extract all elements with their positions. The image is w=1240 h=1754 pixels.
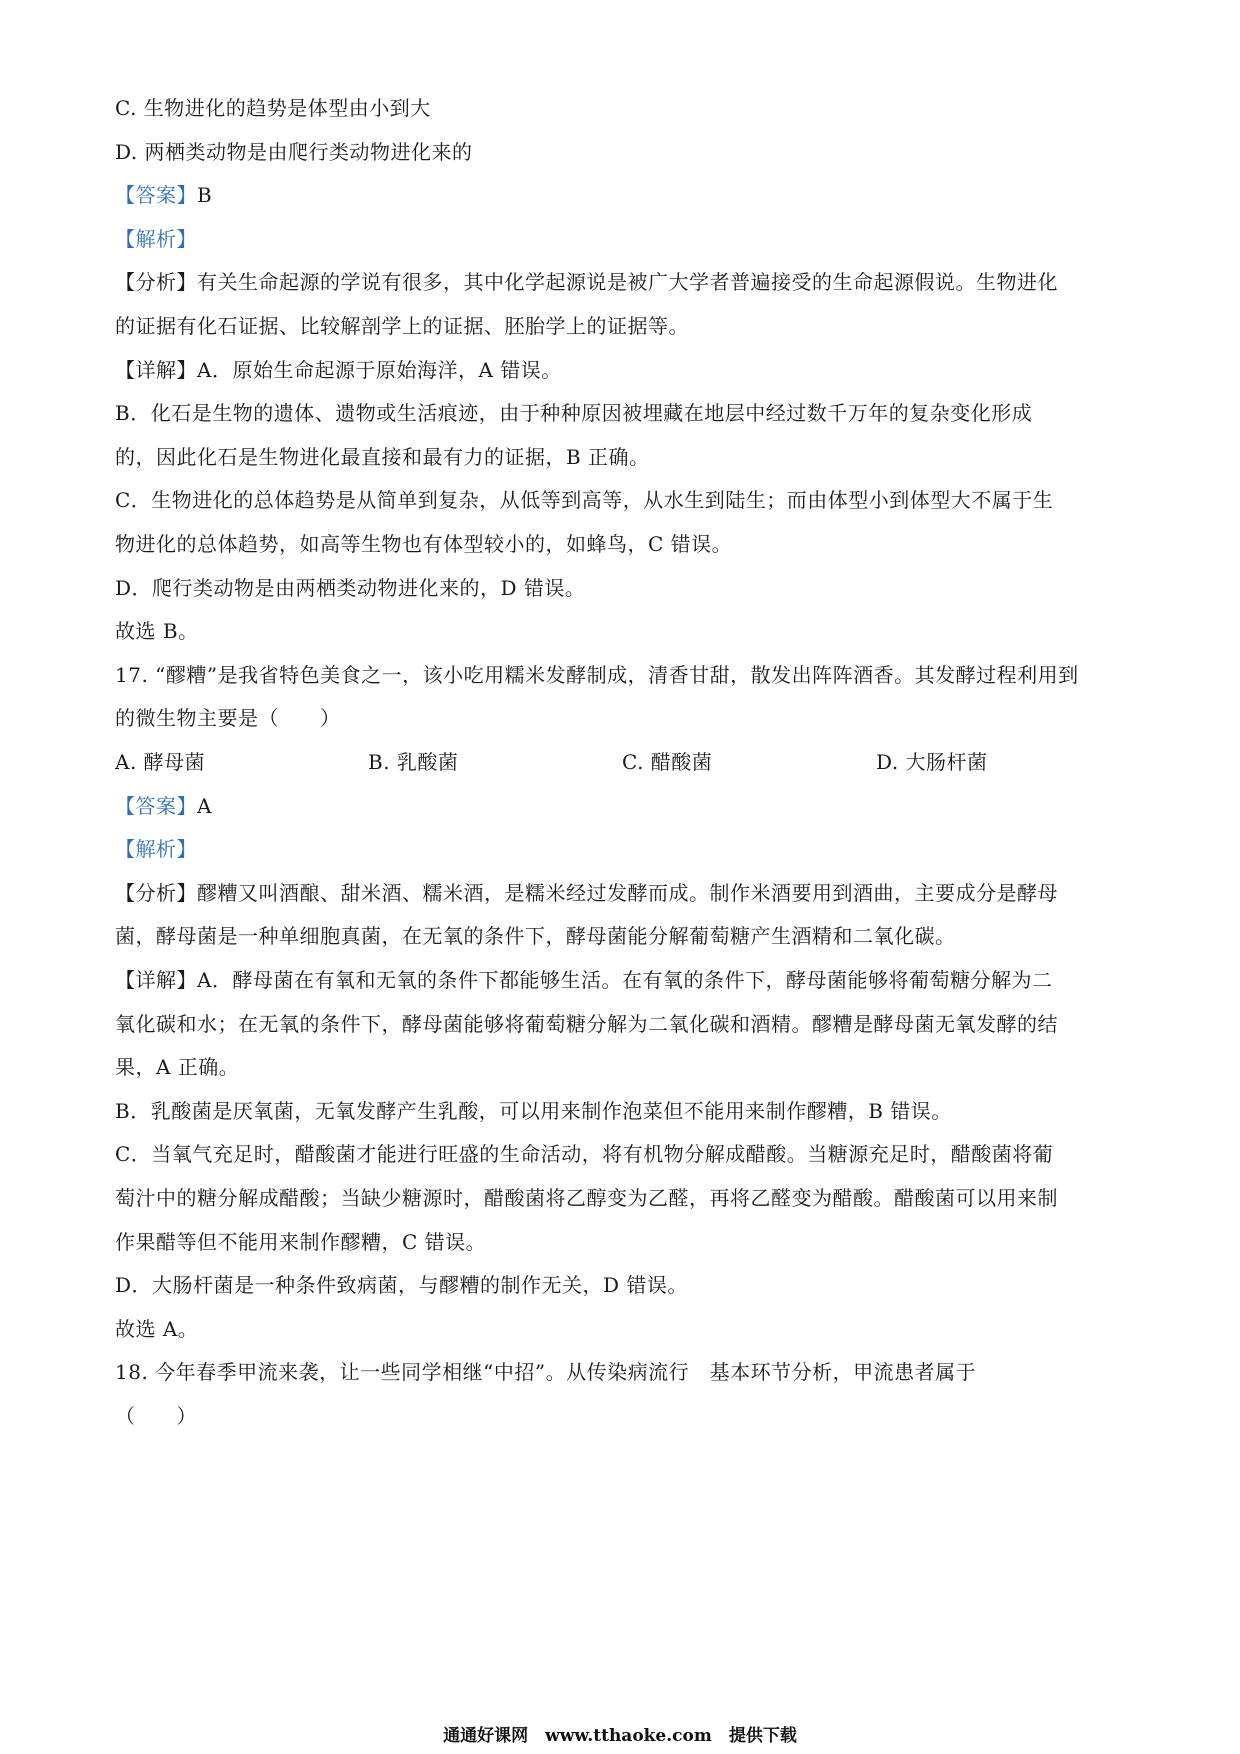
detail-text: B．乳酸菌是厌氧菌，无氧发酵产生乳酸，可以用来制作泡菜但不能用来制作醪糟，B 错误。	[115, 1099, 952, 1123]
option-c-line: C. 生物进化的趋势是体型由小到大	[115, 96, 431, 120]
option-d-line: D. 两栖类动物是由爬行类动物进化来的	[115, 140, 473, 164]
answer-value: B	[197, 183, 213, 207]
option-d: D. 大肠杆菌	[876, 750, 988, 774]
answer-line-q16	[115, 181, 212, 209]
conclusion-text: 故选 A。	[115, 1317, 199, 1341]
option-b: B. 乳酸菌	[368, 750, 459, 774]
detail-text: C．生物进化的总体趋势是从简单到复杂，从低等到高等，从水生到陆生；而由体型小到体型大不属于生	[115, 488, 1054, 512]
answer-tag: 【答案】	[115, 794, 197, 818]
conclusion-text: 故选 B。	[115, 619, 199, 643]
detail-text: 果，A 正确。	[115, 1055, 240, 1079]
analysis-text: 菌，酵母菌是一种单细胞真菌，在无氧的条件下，酵母菌能分解葡萄糖产生酒精和二氧化碳。	[115, 924, 956, 948]
analysis-tag-q16: 【解析】	[115, 227, 197, 251]
detail-text: 萄汁中的糖分解成醋酸；当缺少糖源时，醋酸菌将乙醇变为乙醛，再将乙醛变为醋酸。醋酸菌可以用来制	[115, 1186, 1058, 1210]
detail-text: 氧化碳和水；在无氧的条件下，酵母菌能够将葡萄糖分解为二氧化碳和酒精。醪糟是酵母菌无氧发酵的结	[115, 1012, 1058, 1036]
detail-text: 的，因此化石是生物进化最直接和最有力的证据，B 正确。	[115, 445, 650, 469]
analysis-text: 【分析】有关生命起源的学说有很多，其中化学起源说是被广大学者普遍接受的生命起源假说。生物进化	[115, 270, 1058, 294]
detail-text: D．爬行类动物是由两栖类动物进化来的，D 错误。	[115, 576, 586, 600]
detail-text: C．当氧气充足时，醋酸菌才能进行旺盛的生命活动，将有机物分解成醋酸。当糖源充足时，醋酸菌将葡	[115, 1142, 1054, 1166]
detail-text: 物进化的总体趋势，如高等生物也有体型较小的，如蜂鸟，C 错误。	[115, 532, 733, 556]
detail-text: D．大肠杆菌是一种条件致病菌，与醪糟的制作无关，D 错误。	[115, 1273, 688, 1297]
answer-tag: 【答案】	[115, 183, 197, 207]
detail-text: 作果醋等但不能用来制作醪糟，C 错误。	[115, 1230, 487, 1254]
question-17: 17. “醪糟”是我省特色美食之一，该小吃用糯米发酵制成，清香甘甜，散发出阵阵酒香。其发酵过程利用到	[115, 663, 1079, 687]
option-a: A. 酵母菌	[115, 750, 206, 774]
answer-value: A	[197, 794, 212, 818]
question-18: 18. 今年春季甲流来袭，让一些同学相继“中招”。从传染病流行 基本环节分析，甲流患者属于	[115, 1360, 977, 1384]
detail-text: B．化石是生物的遗体、遗物或生活痕迹，由于种种原因被埋藏在地层中经过数千万年的复杂变化形成	[115, 401, 1033, 425]
question-18-cont: （ ）	[115, 1404, 197, 1428]
analysis-tag-q17: 【解析】	[115, 837, 197, 861]
detail-text: 【详解】A．原始生命起源于原始海洋，A 错误。	[115, 358, 562, 382]
analysis-text: 的证据有化石证据、比较解剖学上的证据、胚胎学上的证据等。	[115, 314, 689, 338]
question-17-cont: 的微生物主要是（ ）	[115, 706, 341, 730]
answer-line-q17	[115, 792, 212, 820]
option-c: C. 醋酸菌	[622, 750, 713, 774]
page-footer: 通通好课网 www.tthaoke.com 提供下载	[443, 1726, 797, 1746]
detail-text: 【详解】A．酵母菌在有氧和无氧的条件下都能够生活。在有氧的条件下，酵母菌能够将葡萄糖分解为二	[115, 968, 1053, 992]
analysis-text: 【分析】醪糟又叫酒酿、甜米酒、糯米酒，是糯米经过发酵而成。制作米酒要用到酒曲，主要成分是酵母	[115, 881, 1058, 905]
